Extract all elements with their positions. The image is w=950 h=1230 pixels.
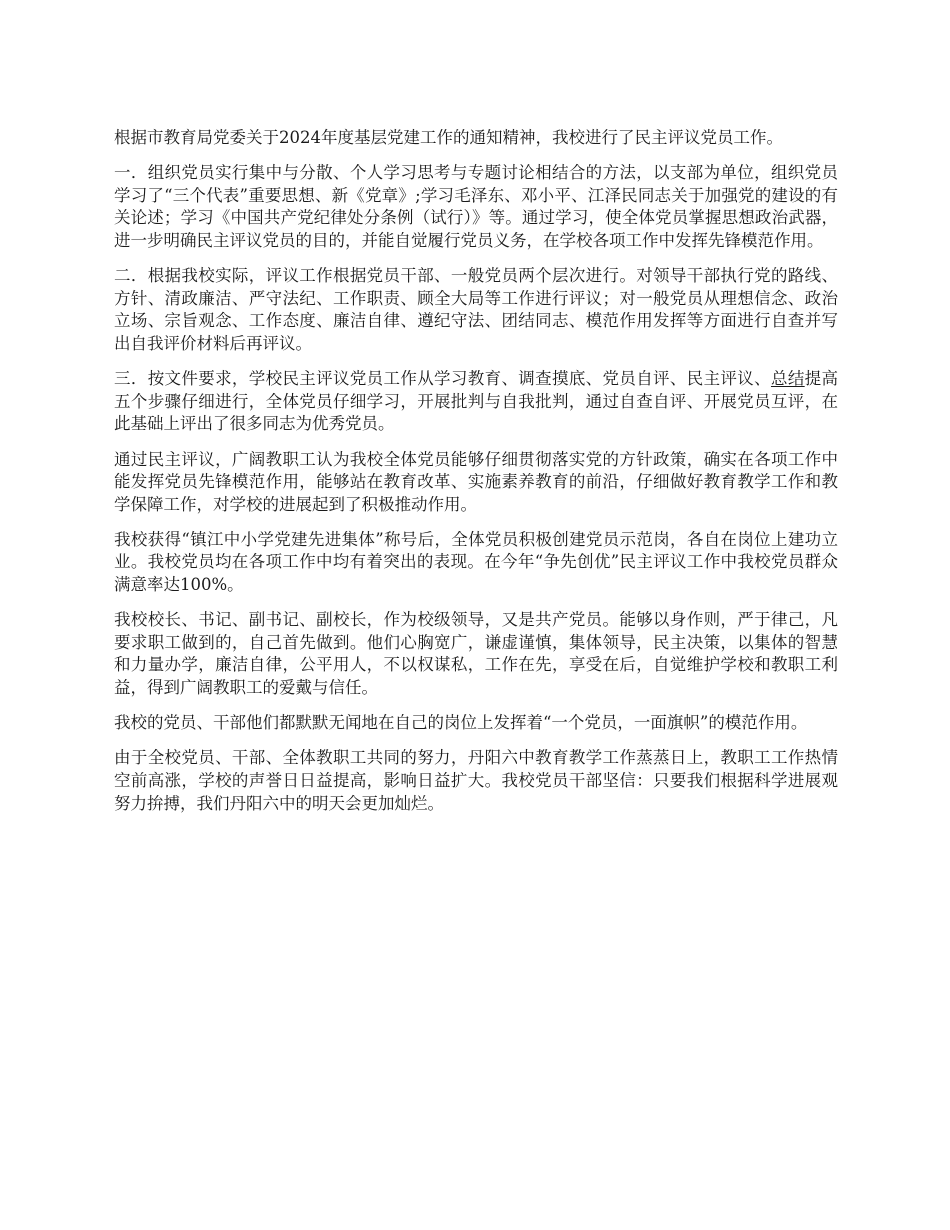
paragraph-intro: 根据市教育局党委关于2024年度基层党建工作的通知精神，我校进行了民主评议党员工作。 <box>114 128 783 147</box>
paragraph-section-one: 一．组织党员实行集中与分散、个人学习思考与专题讨论相结合的方法，以支部为单位，组织党员学习了“三个代表”重要思想、新《党章》;学习毛泽东、邓小平、江泽民同志关于加强党的建设的有关论述；学习《中国共产党纪律处分条例（试行）》等。通过学习，使全体党员掌握思想政治武器，进一步明确民主评议党员的目的，并能自觉履行党员义务，在学校各项工作中发挥先锋模范作用。 <box>114 163 838 250</box>
paragraph-honor: 我校获得“镇江中小学党建先进集体”称号后，全体党员积极创建党员示范岗，各自在岗位上建功立业。我校党员均在各项工作中均有着突出的表现。在今年“争先创优”民主评议工作中我校党员群众满意率达100%。 <box>114 529 838 595</box>
paragraph-role-model: 我校的党员、干部他们都默默无闻地在自己的岗位上发挥着“一个党员，一面旗帜”的模范作用。 <box>114 713 808 733</box>
paragraph-section-three <box>114 368 838 436</box>
document-body <box>114 127 838 828</box>
paragraph-conclusion: 由于全校党员、干部、全体教职工共同的努力，丹阳六中教育教学工作蒸蒸日上，教职工工作热情空前高涨，学校的声誉日日益提高，影响日益扩大。我校党员干部坚信：只要我们根据科学进展观努力拚搏，我们丹阳六中的明天会更加灿烂。 <box>114 748 838 813</box>
paragraph-section-three-text-before: 三．按文件要求，学校民主评议党员工作从学习教育、调查摸底、党员自评、民主评议、 <box>114 369 771 389</box>
underlined-word-summary: 总结 <box>770 369 805 389</box>
paragraph-evaluation-result: 通过民主评议，广阔教职工认为我校全体党员能够仔细贯彻落实党的方针政策，确实在各项工作中能发挥党员先锋模范作用，能够站在教育改革、实施素养教育的前沿，仔细做好教育教学工作和教学保障工作，对学校的进展起到了积极推动作用。 <box>114 449 838 514</box>
paragraph-section-three-text-after: 提高五个步骤仔细进行，全体党员仔细学习，开展批判与自我批判，通过自查自评、开展党员互评，在此基础上评出了很多同志为优秀党员。 <box>114 369 839 434</box>
paragraph-leadership: 我校校长、书记、副书记、副校长，作为校级领导，又是共产党员。能够以身作则，严于律己，凡要求职工做到的，自己首先做到。他们心胸宽广，谦虚谨慎，集体领导，民主决策，以集体的智慧和力量办学，廉洁自律，公平用人，不以权谋私，工作在先，享受在后，自觉维护学校和教职工利益，得到广阔教职工的爱戴与信任。 <box>114 610 838 698</box>
paragraph-section-two: 二．根据我校实际，评议工作根据党员干部、一般党员两个层次进行。对领导干部执行党的路线、方针、清政廉洁、严守法纪、工作职责、顾全大局等工作进行评议；对一般党员从理想信念、政治立场、宗旨观念、工作态度、廉洁自律、遵纪守法、团结同志、模范作用发挥等方面进行自查并写出自我评价材料后再评议。 <box>114 266 838 353</box>
